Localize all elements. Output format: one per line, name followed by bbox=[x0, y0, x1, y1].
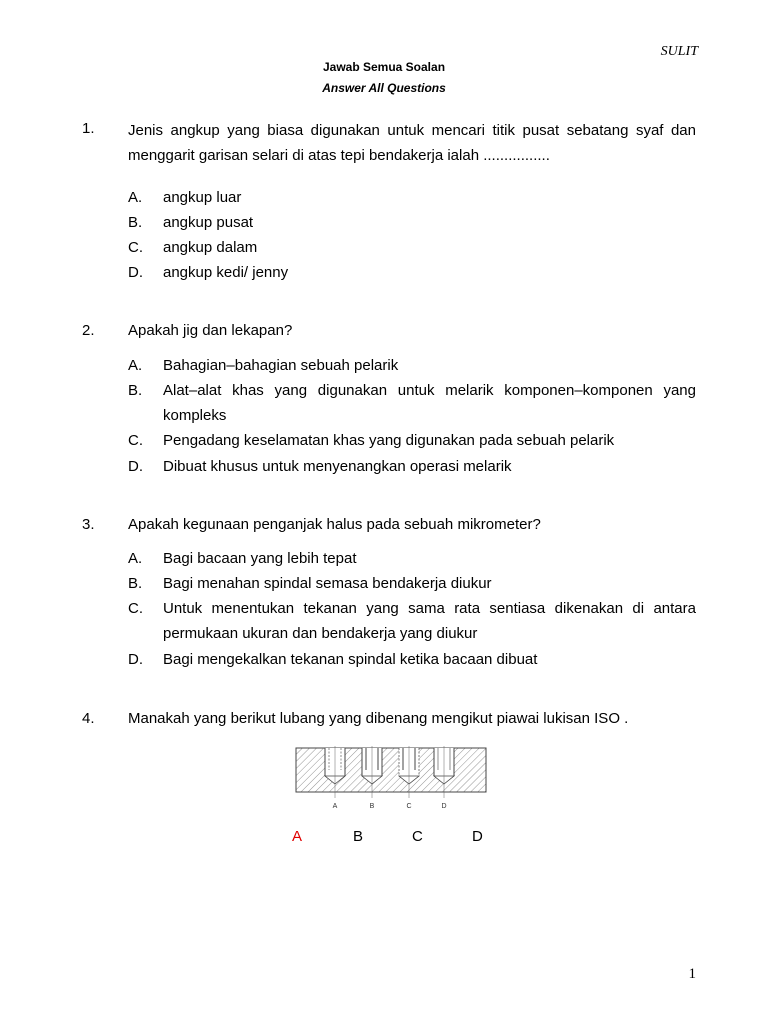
option-letter: A. bbox=[128, 550, 143, 567]
question-3-option-a bbox=[128, 546, 696, 571]
option-text: Bahagian–bahagian sebuah pelarik bbox=[163, 357, 399, 374]
option-letter: B. bbox=[128, 575, 143, 592]
option-letter: C. bbox=[128, 600, 143, 617]
question-1-number: 1. bbox=[82, 120, 95, 137]
classification-label: SULIT bbox=[660, 44, 698, 59]
option-letter: C. bbox=[128, 432, 143, 449]
figure-label-d: D bbox=[441, 803, 447, 810]
option-letter: A. bbox=[128, 357, 143, 374]
option-text: Bagi bacaan yang lebih tepat bbox=[163, 550, 357, 567]
question-3-option-d bbox=[128, 647, 696, 672]
page-number: 1 bbox=[688, 966, 696, 982]
question-1-option-b bbox=[128, 210, 696, 235]
option-letter: B. bbox=[128, 214, 143, 231]
option-text: Dibuat khusus untuk menyenangkan operasi melarik bbox=[163, 458, 512, 475]
question-2-number: 2. bbox=[82, 322, 95, 339]
option-letter: D. bbox=[128, 458, 143, 475]
figure-label-a: A bbox=[332, 803, 338, 810]
answer-b: B bbox=[353, 828, 364, 845]
question-3-option-c bbox=[128, 596, 696, 646]
instruction-english: Answer All Questions bbox=[322, 81, 446, 95]
option-text: angkup kedi/ jenny bbox=[163, 264, 289, 281]
threaded-holes-figure bbox=[292, 744, 492, 815]
question-4-number: 4. bbox=[82, 710, 95, 727]
question-1-option-d bbox=[128, 260, 696, 285]
question-2-option-a bbox=[128, 353, 696, 378]
option-text: angkup pusat bbox=[163, 214, 254, 231]
figure-label-b: B bbox=[369, 803, 375, 810]
option-letter: A. bbox=[128, 189, 143, 206]
question-2-option-b bbox=[128, 378, 696, 428]
option-letter: C. bbox=[128, 239, 143, 256]
instruction-malay: Jawab Semua Soalan bbox=[322, 60, 446, 74]
question-2-option-c bbox=[128, 428, 696, 453]
option-letter: D. bbox=[128, 264, 143, 281]
answer-d: D bbox=[472, 828, 483, 845]
answer-c: C bbox=[412, 828, 423, 845]
option-text: Bagi mengekalkan tekanan spindal ketika bacaan dibuat bbox=[163, 651, 538, 668]
question-2-option-d bbox=[128, 454, 696, 479]
option-text: Untuk menentukan tekanan yang sama rata sentiasa dikenakan di antara permukaan ukuran dan bendakerja yang diukur bbox=[163, 600, 696, 642]
option-text: angkup dalam bbox=[163, 239, 258, 256]
question-2-text: Apakah jig dan lekapan? bbox=[128, 322, 293, 339]
option-letter: B. bbox=[128, 382, 143, 399]
question-4-text: Manakah yang berikut lubang yang dibenang mengikut piawai lukisan ISO . bbox=[128, 710, 629, 727]
question-3-text: Apakah kegunaan penganjak halus pada sebuah mikrometer? bbox=[128, 516, 541, 533]
threaded-holes-drawing bbox=[292, 744, 492, 810]
answer-a-highlighted: A bbox=[292, 828, 303, 845]
option-text: Pengadang keselamatan khas yang digunakan pada sebuah pelarik bbox=[163, 432, 615, 449]
option-text: Bagi menahan spindal semasa bendakerja diukur bbox=[163, 575, 492, 592]
question-3-option-b bbox=[128, 571, 696, 596]
figure-label-c: C bbox=[406, 803, 412, 810]
question-1-option-c bbox=[128, 235, 696, 260]
option-text: Alat–alat khas yang digunakan untuk melarik komponen–komponen yang kompleks bbox=[163, 382, 696, 424]
question-1-option-a bbox=[128, 185, 696, 210]
option-text: angkup luar bbox=[163, 189, 242, 206]
question-1-text: Jenis angkup yang biasa digunakan untuk mencari titik pusat sebatang syaf dan menggarit garisan selari di atas tepi bendakerja ialah ................ bbox=[128, 122, 696, 164]
question-3-number: 3. bbox=[82, 516, 95, 533]
option-letter: D. bbox=[128, 651, 143, 668]
